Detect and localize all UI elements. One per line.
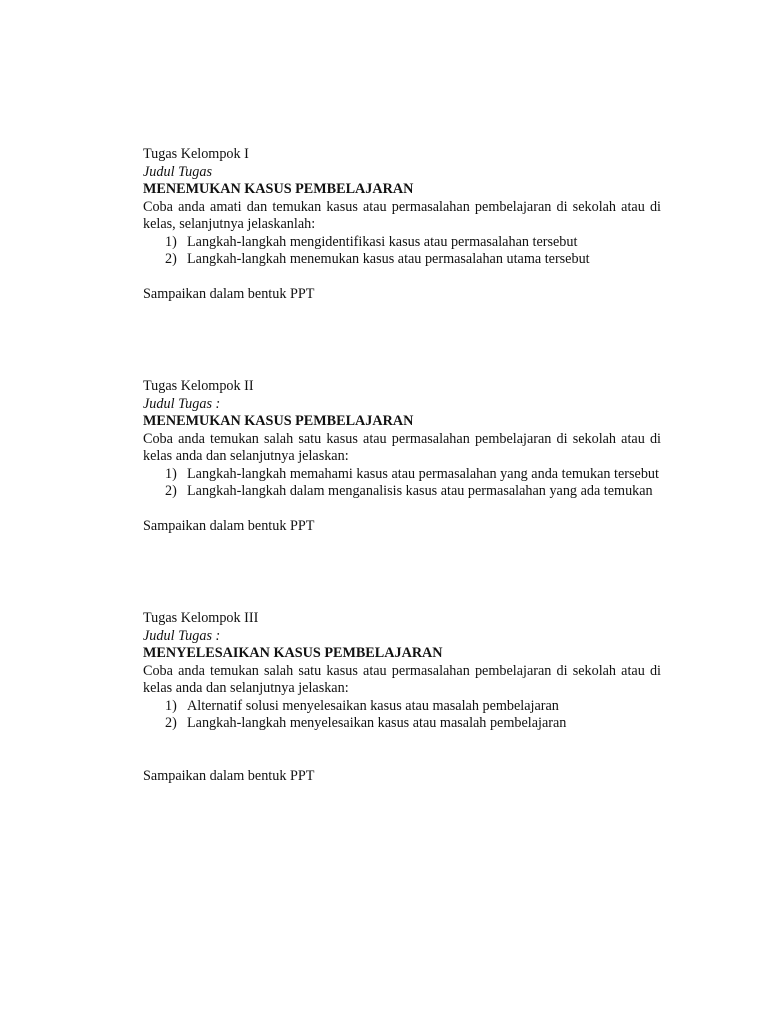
list-item-text: Langkah-langkah mengidentifikasi kasus atau permasalahan tersebut	[187, 233, 578, 250]
task-heading: Tugas Kelompok I	[143, 146, 249, 162]
task-steps-list	[143, 234, 661, 269]
task-section-2	[143, 378, 661, 535]
list-item	[143, 698, 661, 716]
task-steps-list	[143, 466, 661, 501]
task-intro: Coba anda temukan salah satu kasus atau permasalahan pembelajaran di sekolah atau di kelas anda dan selanjutnya jelaskan:	[143, 430, 661, 464]
task-subheading: Judul Tugas :	[143, 627, 221, 644]
task-closing: Sampaikan dalam bentuk PPT	[143, 517, 315, 534]
list-item	[143, 483, 661, 501]
list-item-text: Langkah-langkah menyelesaikan kasus atau masalah pembelajaran	[187, 715, 567, 731]
list-item-number: 2)	[165, 483, 177, 499]
task-subheading: Judul Tugas	[143, 163, 212, 180]
list-item-number: 2)	[165, 715, 177, 731]
task-title: MENEMUKAN KASUS PEMBELAJARAN	[143, 413, 414, 429]
list-item-text: Langkah-langkah menemukan kasus atau permasalahan utama tersebut	[187, 251, 590, 267]
task-heading: Tugas Kelompok II	[143, 378, 254, 394]
task-section-1	[143, 146, 661, 303]
task-intro: Coba anda temukan salah satu kasus atau permasalahan pembelajaran di sekolah atau di kelas anda dan selanjutnya jelaskan:	[143, 662, 661, 696]
list-item-text: Alternatif solusi menyelesaikan kasus atau masalah pembelajaran	[187, 697, 559, 714]
list-item	[143, 466, 661, 484]
task-closing: Sampaikan dalam bentuk PPT	[143, 285, 315, 302]
task-steps-list	[143, 698, 661, 733]
list-item	[143, 234, 661, 252]
task-title: MENYELESAIKAN KASUS PEMBELAJARAN	[143, 645, 443, 661]
list-item	[143, 715, 661, 733]
task-subheading: Judul Tugas :	[143, 395, 221, 412]
list-item	[143, 251, 661, 269]
list-item-number: 2)	[165, 251, 177, 267]
task-intro: Coba anda amati dan temukan kasus atau permasalahan pembelajaran di sekolah atau di kelas, selanjutnya jelaskanlah:	[143, 198, 661, 232]
list-item-text: Langkah-langkah memahami kasus atau permasalahan yang anda temukan tersebut	[187, 465, 659, 482]
list-item-number: 1)	[165, 465, 177, 482]
task-section-3	[143, 610, 661, 785]
list-item-number: 1)	[165, 233, 177, 250]
list-item-number: 1)	[165, 697, 177, 714]
task-heading: Tugas Kelompok III	[143, 610, 259, 626]
list-item-text: Langkah-langkah dalam menganalisis kasus atau permasalahan yang ada temukan	[187, 483, 653, 499]
task-closing: Sampaikan dalam bentuk PPT	[143, 767, 315, 784]
task-title: MENEMUKAN KASUS PEMBELAJARAN	[143, 181, 414, 197]
